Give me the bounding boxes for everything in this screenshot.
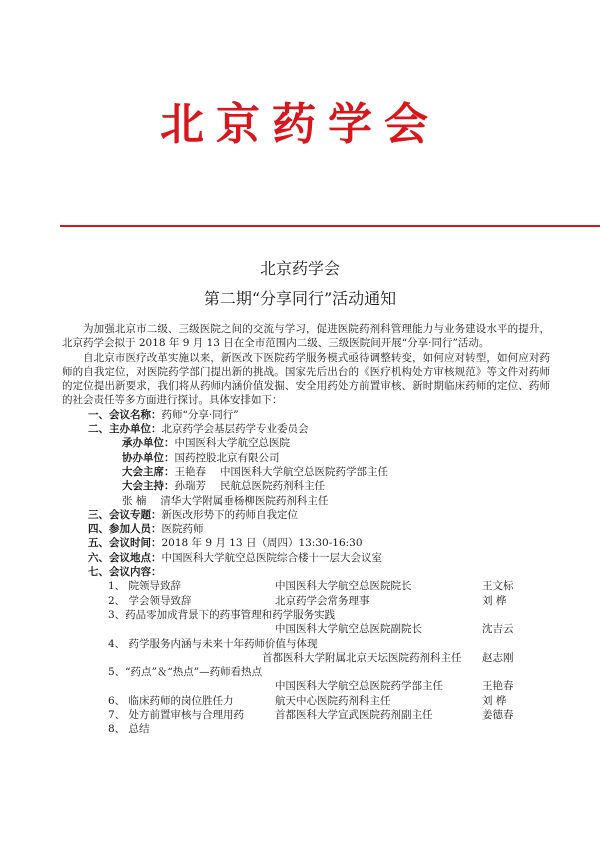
agenda-row: 首都医科大学附属北京天坛医院药剂科主任 赵志刚 bbox=[262, 651, 514, 664]
agenda-row: 4、 药学服务内涵与未来十年药师价值与体现 bbox=[108, 637, 318, 650]
agenda-row: 5、“药点”＆“热点”—药师看热点 bbox=[108, 666, 263, 679]
chairman: 大会主席：王艳春 中国医科大学航空总医院药学部主任 bbox=[122, 465, 388, 478]
host-unit: 二、主办单位：北京药学会基层药学专业委员会 bbox=[88, 423, 309, 436]
agenda-row: 中国医科大学航空总医院药学部主任 王艳春 bbox=[275, 680, 514, 693]
meeting-name: 一、会议名称：药师“分享·同行” bbox=[88, 408, 239, 421]
agenda-row: 中国医科大学航空总医院副院长 沈吉云 bbox=[275, 623, 514, 636]
co-organizer: 协办单位：国药控股北京有限公司 bbox=[122, 451, 280, 464]
meeting-content: 七、会议内容： bbox=[88, 566, 162, 579]
agenda-row: 8、 总结 bbox=[108, 723, 150, 736]
agenda-row: 6、 临床药师的岗位胜任力 航天中心医院药剂科主任 刘 桦 bbox=[108, 694, 507, 707]
intro-paragraph-2: 自北京市医疗改革实施以来，新医改下医院药学服务模式亟待调整转变，如何应对转型，如何应对药师的自我定位，对医院药学部门提出新的挑战。国家先后出台的《医疗机构处方审核规范》等文件对药师的定位提出新要求，我们将从药师内涵价值发掘、安全用药处方前置审核、新时期临床药师的定位、药师的社会责任等多方面进行探讨。具体安排如下： bbox=[62, 351, 550, 407]
presider-1: 大会主持：孙瑞芳 民航总医院药剂科主任 bbox=[122, 480, 325, 493]
meeting-time: 五、会议时间：2018 年 9 月 13 日（周四）13:30-16:30 bbox=[88, 537, 363, 550]
agenda-row: 3、药品零加成背景下的药事管理和药学服务实践 bbox=[108, 608, 336, 621]
meeting-topic: 三、会议专题：新医改形势下的药师自我定位 bbox=[88, 508, 298, 521]
agenda-row: 2、 学会领导致辞 北京药学会常务理事 刘 桦 bbox=[108, 594, 507, 607]
attendees: 四、参加人员：医院药师 bbox=[88, 523, 204, 536]
notice-title-line2: 第二期“分享同行”活动通知 bbox=[203, 289, 397, 308]
agenda-row: 7、 处方前置审核与合理用药 首都医科大学宣武医院药剂副主任 姜德春 bbox=[108, 709, 514, 722]
notice-body bbox=[62, 322, 550, 737]
meeting-place: 六、会议地点：中国医科大学航空总医院综合楼十一层大会议室 bbox=[88, 551, 382, 564]
agenda-row: 1、 院领导致辞 中国医科大学航空总医院院长 王文标 bbox=[108, 580, 514, 593]
undertake-unit: 承办单位：中国医科大学航空总医院 bbox=[122, 437, 290, 450]
notice-title-line1: 北京药学会 bbox=[259, 259, 340, 278]
presider-2: 张 楠 清华大学附属垂杨柳医院药剂科主任 bbox=[122, 494, 329, 507]
red-divider bbox=[60, 225, 600, 227]
intro-paragraph-1: 为加强北京市二级、三级医院之间的交流与学习，促进医院药剂科管理能力与业务建设水平的提升，北京药学会拟于 2018 年 9 月 13 日在全市范围内二级、三级医院间开展“分享·同行”活动。 bbox=[62, 323, 550, 350]
letterhead-title: 北京药学会 bbox=[160, 99, 440, 150]
